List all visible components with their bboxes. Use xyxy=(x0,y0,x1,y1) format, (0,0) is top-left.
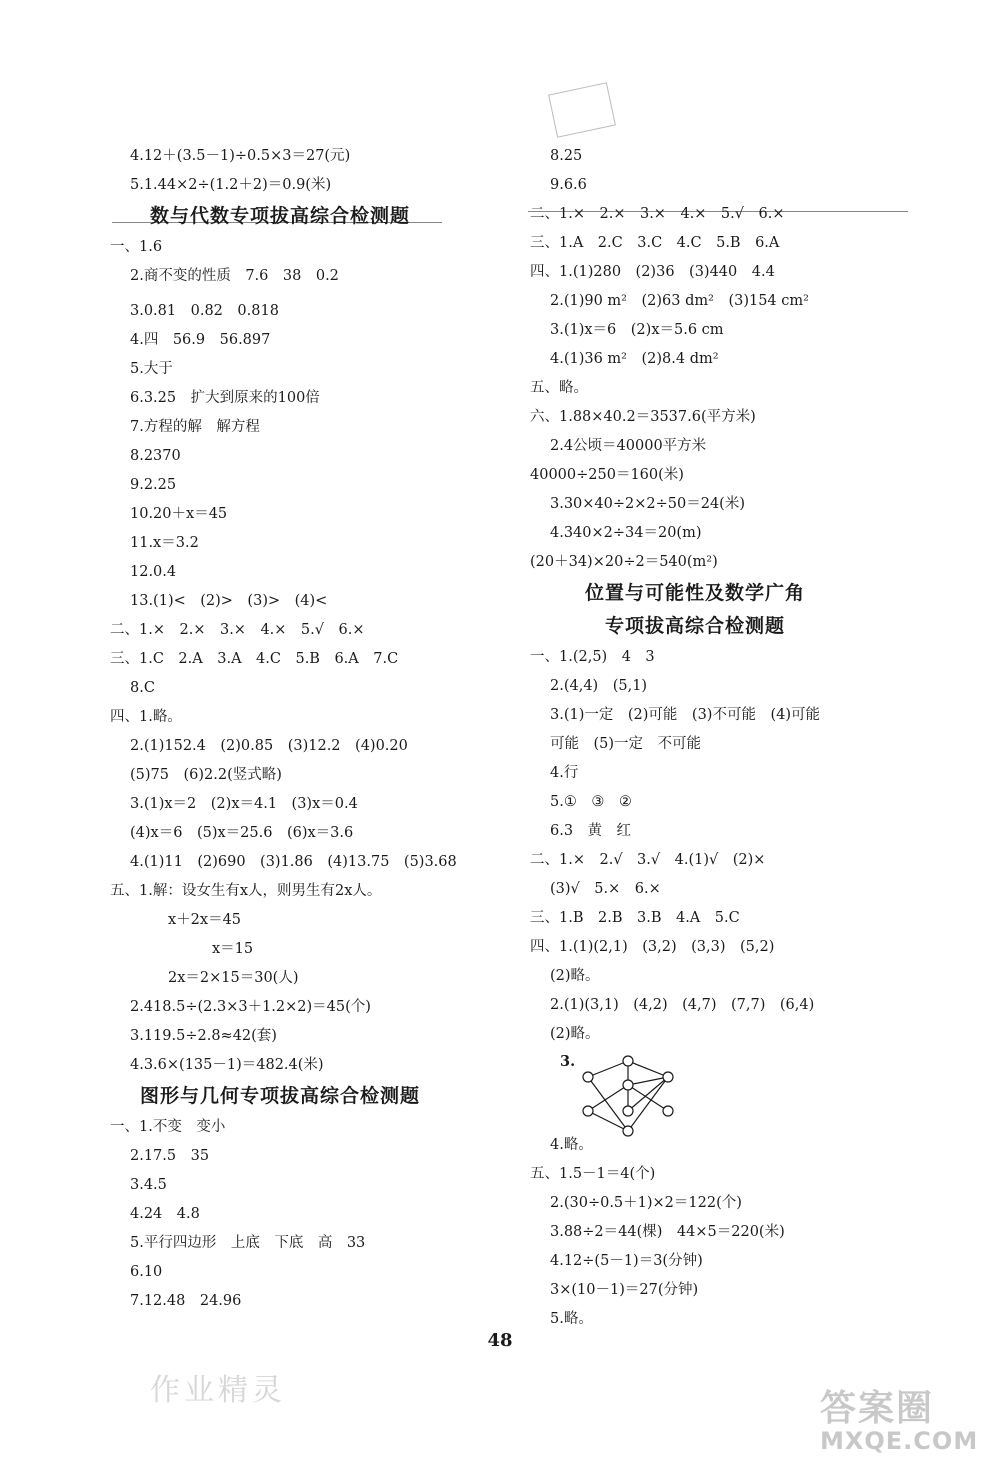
answer-line: 2.(1)152.4 (2)0.85 (3)12.2 (4)0.20 xyxy=(130,738,408,754)
answer-line: (20＋34)×20÷2＝540(m²) xyxy=(530,554,718,570)
answer-line: 12.0.4 xyxy=(130,564,177,580)
answer-line: 2.4公顷＝40000平方米 xyxy=(550,438,707,454)
answer-line: 3.88÷2＝44(棵) 44×5＝220(米) xyxy=(550,1224,785,1240)
answer-line: 4.(1)11 (2)690 (3)1.86 (4)13.75 (5)3.68 xyxy=(130,854,457,870)
answer-line: 5.大于 xyxy=(130,361,173,377)
answer-line: 3.4.5 xyxy=(130,1177,167,1193)
answer-line: 6.10 xyxy=(130,1264,163,1280)
answer-line: (3)√ 5.× 6.× xyxy=(550,881,661,897)
answer-line: 9.6.6 xyxy=(550,177,587,193)
watermark-title: 答案圈 xyxy=(820,1388,935,1429)
answer-line: 2x＝2×15＝30(人) xyxy=(168,970,299,986)
answer-line: (4)x＝6 (5)x＝25.6 (6)x＝3.6 xyxy=(130,825,354,841)
section-heading: 专项拔高综合检测题 xyxy=(604,615,785,637)
answer-line: 六、1.88×40.2＝3537.6(平方米) xyxy=(530,409,756,425)
answer-line: 三、1.A 2.C 3.C 4.C 5.B 6.A xyxy=(530,235,780,251)
section-heading: 数与代数专项拔高综合检测题 xyxy=(149,205,410,227)
faint-logo: 作业精灵 xyxy=(150,1373,286,1408)
answer-line: 7.12.48 24.96 xyxy=(130,1293,242,1309)
answer-line: 3.30×40÷2×2÷50＝24(米) xyxy=(550,496,745,512)
answer-line: 4.略。 xyxy=(550,1137,593,1153)
answer-line: 4.四 56.9 56.897 xyxy=(130,332,271,348)
answer-line: 一、1.不变 变小 xyxy=(110,1119,226,1135)
section-heading: 图形与几何专项拔高综合检测题 xyxy=(139,1085,420,1107)
answer-line: 5.1.44×2÷(1.2＋2)＝0.9(米) xyxy=(130,177,332,193)
answer-line: 2.商不变的性质 7.6 38 0.2 xyxy=(130,268,339,284)
answer-line: 二、1.× 2.× 3.× 4.× 5.√ 6.× xyxy=(530,206,785,222)
answer-line: 2.(4,4) (5,1) xyxy=(550,678,648,694)
answer-line: 5.① ③ ② xyxy=(550,794,632,810)
answer-line: 可能 (5)一定 不可能 xyxy=(550,736,702,752)
answer-line: 2.418.5÷(2.3×3＋1.2×2)＝45(个) xyxy=(130,999,371,1015)
answer-line: 一、1.6 xyxy=(110,239,163,255)
answer-line: 4.行 xyxy=(550,765,579,781)
answer-line: 三、1.B 2.B 3.B 4.A 5.C xyxy=(530,910,740,926)
answer-line: x＝15 xyxy=(212,941,254,957)
stamp-mark xyxy=(548,82,616,138)
answer-line: 2.(30÷0.5＋1)×2＝122(个) xyxy=(550,1195,742,1211)
answer-line: 五、1.5－1＝4(个) xyxy=(530,1166,656,1182)
page-number: 48 xyxy=(487,1330,513,1351)
answer-line: 三、1.C 2.A 3.A 4.C 5.B 6.A 7.C xyxy=(110,651,399,667)
answer-line: 二、1.× 2.× 3.× 4.× 5.√ 6.× xyxy=(110,622,365,638)
site-watermark xyxy=(820,1380,978,1455)
answer-line: 8.25 xyxy=(550,148,583,164)
answer-line: 五、1.解：设女生有x人，则男生有2x人。 xyxy=(110,883,382,899)
answer-line: 6.3.25 扩大到原来的100倍 xyxy=(130,390,320,406)
answer-line: 4.24 4.8 xyxy=(130,1206,200,1222)
answer-line: 13.(1)< (2)> (3)> (4)< xyxy=(130,593,328,609)
answer-line: 9.2.25 xyxy=(130,477,177,493)
answer-line: 4.3.6×(135－1)＝482.4(米) xyxy=(130,1057,324,1073)
answer-line: 2.(1)(3,1) (4,2) (4,7) (7,7) (6,4) xyxy=(550,997,815,1013)
answer-line: 10.20＋x＝45 xyxy=(130,506,228,522)
answer-line: 8.C xyxy=(130,680,155,696)
answer-line: 3.(1)x＝2 (2)x＝4.1 (3)x＝0.4 xyxy=(130,796,358,812)
answer-line: 一、1.(2,5) 4 3 xyxy=(530,649,655,665)
answer-line: (2)略。 xyxy=(550,968,600,984)
answer-line: 4.12＋(3.5－1)÷0.5×3＝27(元) xyxy=(130,148,351,164)
answer-line: 3.119.5÷2.8≈42(套) xyxy=(130,1028,277,1044)
answer-line: 五、略。 xyxy=(530,380,588,396)
answer-line: 二、1.× 2.√ 3.√ 4.(1)√ (2)× xyxy=(530,852,766,868)
answer-line: 11.x＝3.2 xyxy=(130,535,199,551)
diagram-label: 3. xyxy=(560,1053,576,1070)
answer-line: (2)略。 xyxy=(550,1026,600,1042)
answer-line: x＋2x＝45 xyxy=(168,912,242,928)
left-column xyxy=(110,142,510,1316)
answer-line: 4.340×2÷34＝20(m) xyxy=(550,525,702,541)
watermark-url: MXQE.COM xyxy=(820,1427,979,1455)
answer-line: 6.3 黄 红 xyxy=(550,823,632,839)
answer-line: 3.(1)x＝6 (2)x＝5.6 cm xyxy=(550,322,724,338)
answer-line: 4.12÷(5－1)＝3(分钟) xyxy=(550,1253,703,1269)
section-heading: 位置与可能性及数学广角 xyxy=(584,582,805,604)
answer-line: 4.(1)36 m² (2)8.4 dm² xyxy=(550,351,719,367)
answer-line: 四、1.略。 xyxy=(110,709,182,725)
answer-line: 40000÷250＝160(米) xyxy=(530,467,684,483)
answer-line: 5.平行四边形 上底 下底 高 33 xyxy=(130,1235,366,1251)
answer-line: 7.方程的解 解方程 xyxy=(130,419,260,435)
right-column xyxy=(530,142,930,1334)
answer-line: 四、1.(1)(2,1) (3,2) (3,3) (5,2) xyxy=(530,939,775,955)
answer-line: 5.略。 xyxy=(550,1311,593,1327)
network-diagram xyxy=(580,1055,700,1137)
answer-line: 8.2370 xyxy=(130,448,181,464)
answer-line: 3.(1)一定 (2)可能 (3)不可能 (4)可能 xyxy=(550,707,820,723)
answer-line: 四、1.(1)280 (2)36 (3)440 4.4 xyxy=(530,264,775,280)
answer-line: 2.(1)90 m² (2)63 dm² (3)154 cm² xyxy=(550,293,809,309)
answer-line: 3.0.81 0.82 0.818 xyxy=(130,303,279,319)
answer-line: 2.17.5 35 xyxy=(130,1148,210,1164)
answer-line: (5)75 (6)2.2(竖式略) xyxy=(130,767,282,783)
matching-diagram xyxy=(530,1049,930,1131)
answer-line: 3×(10－1)＝27(分钟) xyxy=(550,1282,699,1298)
